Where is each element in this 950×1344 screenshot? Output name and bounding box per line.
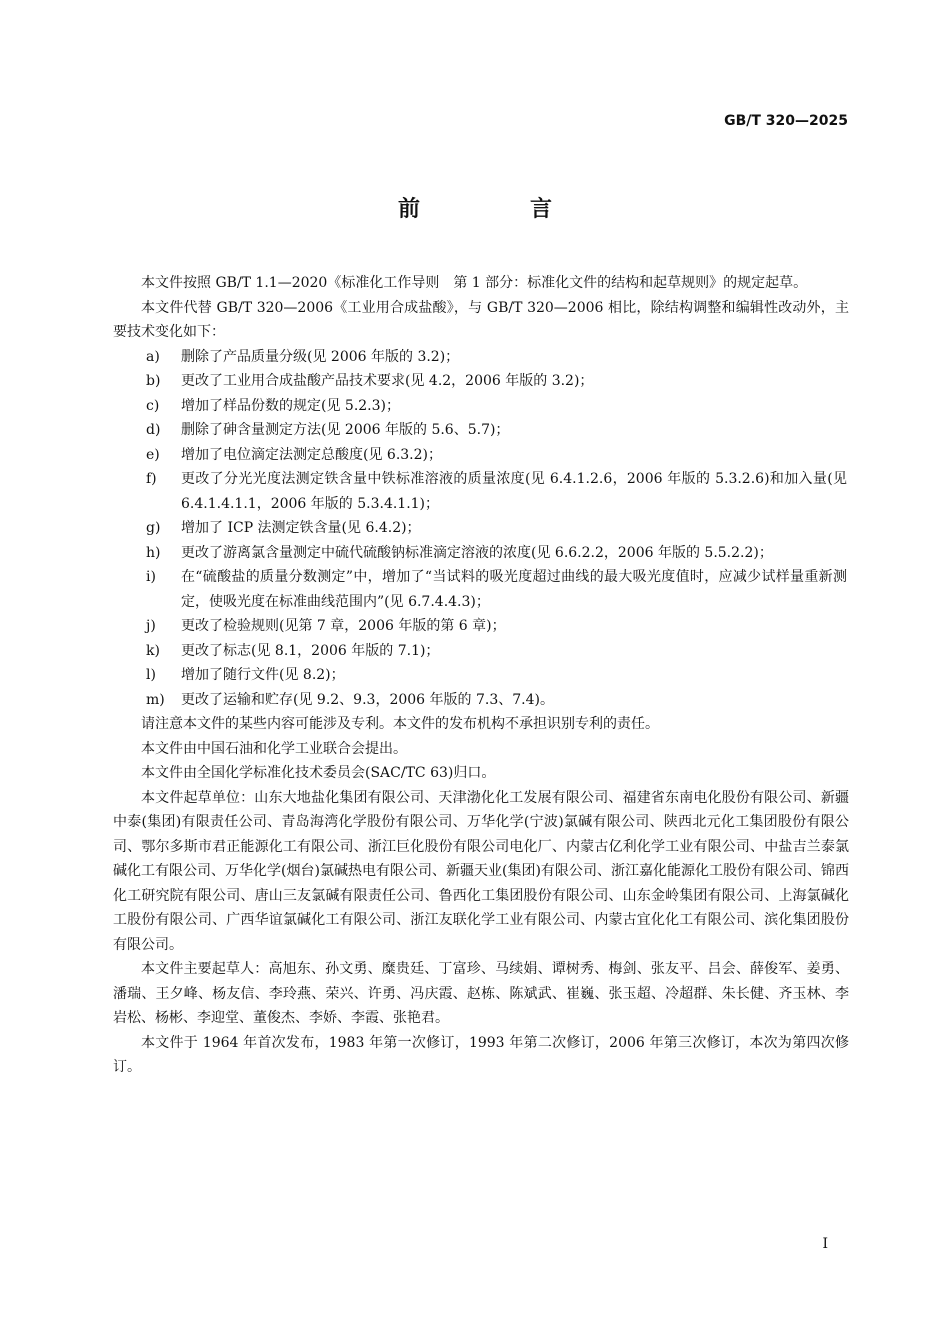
list-item	[113, 345, 849, 370]
paragraph-patent-notice: 请注意本文件的某些内容可能涉及专利。本文件的发布机构不承担识别专利的责任。	[141, 716, 659, 732]
list-marker: i)	[146, 569, 156, 585]
list-item	[113, 394, 849, 419]
list-item-text: 更改了检验规则(见第 7 章，2006 年版的第 6 章)；	[181, 618, 506, 634]
paragraph-history: 本文件于 1964 年首次发布，1983 年第一次修订，1993 年第二次修订，2006 年第三次修订，本次为第四次修订。	[113, 1034, 849, 1075]
list-marker: k)	[146, 642, 160, 659]
paragraph-administered-by: 本文件由全国化学标准化技术委员会(SAC/TC 63)归口。	[141, 765, 496, 781]
list-marker: g)	[146, 520, 161, 536]
list-marker: l)	[146, 667, 156, 683]
list-marker: e)	[146, 446, 160, 463]
page-title: 前 言	[397, 197, 596, 222]
list-item-text: 增加了电位滴定法测定总酸度(见 6.3.2)；	[181, 446, 442, 463]
list-item-text: 更改了工业用合成盐酸产品技术要求(见 4.2，2006 年版的 3.2)；	[181, 373, 594, 389]
paragraph-drafters: 本文件主要起草人：高旭东、孙文勇、糜贵廷、丁富珍、马续娟、谭树秀、梅剑、张友平、吕会、薛俊军、姜勇、潘瑞、王夕峰、杨友信、李玲燕、荣兴、许勇、冯庆霞、赵栋、陈斌武、崔巍、张玉超、冷超群、朱长健、齐玉林、李岩松、杨彬、李迎堂、董俊杰、李娇、李霞、张艳君。	[113, 961, 849, 1026]
list-marker: h)	[146, 544, 161, 561]
list-item-text: 删除了砷含量测定方法(见 2006 年版的 5.6、5.7)；	[181, 422, 510, 438]
list-marker: f)	[146, 471, 157, 487]
list-item	[113, 418, 849, 443]
list-item	[113, 614, 849, 639]
list-item-text: 更改了标志(见 8.1，2006 年版的 7.1)；	[181, 642, 440, 659]
list-marker: d)	[146, 422, 161, 438]
paragraph-replaces: 本文件代替 GB/T 320—2006《工业用合成盐酸》，与 GB/T 320—2006 相比，除结构调整和编辑性改动外，主要技术变化如下：	[113, 299, 849, 340]
list-marker: c)	[146, 397, 160, 414]
list-item	[113, 565, 849, 614]
list-item	[113, 443, 849, 468]
list-item	[113, 516, 849, 541]
list-marker: b)	[146, 373, 161, 389]
list-item-text: 更改了游离氯含量测定中硫代硫酸钠标准滴定溶液的浓度(见 6.6.2.2，2006 年版的 5.5.2.2)；	[181, 544, 773, 561]
foreword-body	[113, 271, 849, 1080]
list-marker: a)	[146, 348, 160, 365]
list-marker: j)	[146, 618, 156, 634]
list-item-text: 增加了 ICP 法测定铁含量(见 6.4.2)；	[181, 520, 421, 536]
list-item-text: 在“硫酸盐的质量分数测定”中，增加了“当试料的吸光度超过曲线的最大吸光度值时，应减少试样量重新测定，使吸光度在标准曲线范围内”(见 6.7.4.4.3)；	[181, 569, 847, 610]
changes-list	[113, 345, 849, 713]
list-item	[113, 541, 849, 566]
list-item	[113, 663, 849, 688]
list-item-text: 删除了产品质量分级(见 2006 年版的 3.2)；	[181, 348, 460, 365]
list-item	[113, 688, 849, 713]
list-item-text: 更改了分光光度法测定铁含量中铁标准溶液的质量浓度(见 6.4.1.2.6，2006 年版的 5.3.2.6)和加入量(见 6.4.1.4.1.1，2006 年版的 5.3.4.1.1)；	[181, 471, 847, 512]
paragraph-proposed-by: 本文件由中国石油和化学工业联合会提出。	[141, 740, 407, 757]
list-item-text: 更改了运输和贮存(见 9.2、9.3，2006 年版的 7.3、7.4)。	[181, 691, 554, 708]
list-item	[113, 369, 849, 394]
paragraph-drafting-rules: 本文件按照 GB/T 1.1—2020《标准化工作导则 第 1 部分：标准化文件的结构和起草规则》的规定起草。	[141, 275, 808, 291]
paragraph-drafting-units: 本文件起草单位：山东大地盐化集团有限公司、天津渤化化工发展有限公司、福建省东南电化股份有限公司、新疆中泰(集团)有限责任公司、青岛海湾化学股份有限公司、万华化学(宁波)氯碱有限公司、陕西北元化工集团股份有限公司、鄂尔多斯市君正能源化工有限公司、浙江巨化股份有限公司电化厂、内蒙古亿利化学工业有限公司、中盐吉兰泰氯碱化工有限公司、万华化学(烟台)氯碱热电有限公司、新疆天业(集团)有限公司、浙江嘉化能源化工股份有限公司、锦西化工研究院有限公司、唐山三友氯碱有限责任公司、鲁西化工集团股份有限公司、山东金岭集团有限公司、上海氯碱化工股份有限公司、广西华谊氯碱化工有限公司、浙江友联化学工业有限公司、内蒙古宜化化工有限公司、滨化集团股份有限公司。	[113, 789, 849, 953]
list-item	[113, 467, 849, 516]
document-code: GB/T 320—2025	[724, 113, 848, 129]
list-item-text: 增加了随行文件(见 8.2)；	[181, 667, 345, 683]
list-item	[113, 639, 849, 664]
list-item-text: 增加了样品份数的规定(见 5.2.3)；	[181, 397, 400, 414]
page-number: I	[822, 1236, 828, 1252]
list-marker: m)	[146, 691, 165, 708]
